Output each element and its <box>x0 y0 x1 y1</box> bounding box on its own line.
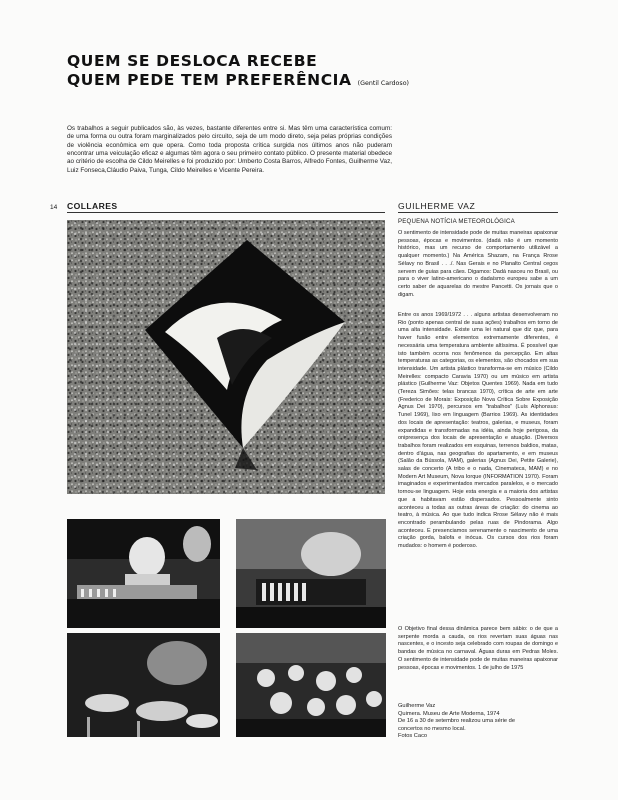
title-line-2-text: QUEM PEDE TEM PREFERÊNCIA <box>67 71 352 89</box>
concert-photo-1 <box>67 519 220 628</box>
section-heading-guilherme-vaz: GUILHERME VAZ <box>398 201 476 211</box>
caption-line-3: De 16 a 30 de setembro realizou uma série de <box>398 718 515 725</box>
concert-photo-3 <box>67 633 220 737</box>
left-heading-rule <box>67 212 385 213</box>
article-subtitle: PEQUENA NOTÍCIA METEOROLÓGICA <box>398 218 515 225</box>
page-number: 14 <box>50 204 58 211</box>
title-credit: (Gentil Cardoso) <box>357 80 409 87</box>
collares-diamond-photo <box>67 220 385 494</box>
article-paragraph-1: O sentimento de intensidade pode de muitas maneiras apaixonar pessoas, épocas e movimentos. (dadá não é um momento histórico, mas um recurso de comportamento utilizável a qualquer momento.) Na América Shazam, na França Rrose Sélavy no Brasil . . ./. Nas Gerais e no Planalto Central cegos servem de guias para cães. Digamos: Dadá nasceu no Brasil, ou para o viver latino-americano o dadaísmo europeu sabe a um certo saber de aquarelas do mestre Pancetti. Os jornais que o digam. <box>398 230 558 298</box>
title-line-2 <box>67 71 409 93</box>
page-title <box>67 52 409 93</box>
section-heading-collares: COLLARES <box>67 201 118 211</box>
caption-line-2: Quimera. Museu de Arte Moderna, 1974 <box>398 710 500 717</box>
article-paragraph-3: O Objetivo final dessa dinâmica parece bem sábio: o de que a serpente morda a cauda, os rios revertam suas águas nas nascentes, e o incesto seja celebrado com roupas de domingo e bandas de música no carnaval. Águas duras em Pedras Moles. O sentimento de intensidade pode de muitas maneiras apaixonar pessoas, épocas e movimentos. 1 de julho de 1975 <box>398 626 558 671</box>
intro-paragraph: Os trabalhos a seguir publicados são, às vezes, bastante diferentes entre si. Mas têm uma característica comum: de uma forma ou outra foram marginalizados pelo circuito, seja de um modo direto, seja pelas próprias condições de violência econômica em que opera. Como toda proposta crítica surgida nos últimos anos não puderam encontrar uma veiculação eficaz e algumas têm agora o seu primeiro contato público. O presente material obedece ao critério de escolha de Cildo Meirelles e foi produzido por: Umberto Costa Barros, Alfredo Fontes, Guilherme Vaz, Luiz Fonseca,Cláudio Paiva, Tunga, Cildo Meirelles e Vicente Pereira. <box>67 125 392 174</box>
caption-line-4: concertos no mesmo local. <box>398 725 466 732</box>
article-paragraph-2: Entre os anos 1969/1972 . . . alguns artistas desenvolveram no Rio (ponto apenas central de suas ações) trabalhos em torno de uma alta intensidade. Existe uma lei natural que diz que, para haver fusão entre elementos extremamente diferentes, é necessária uma temperatura ambiente altíssima. É possível que isto também ocorra nos fenômenos da percepção. Em altas temperaturas as categorias, os elementos, são chocados em sua intensidade. Um artista plástico transforma-se em músico (Cildo Meirelles: compacto Caravia 1970) ou um músico em artista plástico (Guilherme Vaz: Objetos Quentes 1969). Nada em tudo (Tereza Simões: telas brancas 1970), crítica de arte em arte (Frederico de Morais: Exposição Nova Crítica Sobre Exposição Agnus Dei 1970), percursos em "trabalhos" (Luís Alphonsus: Tunel 1969), lixo em linguagem (Barrios 1969). As identidades dos locais de apresentação: teatros, galerias, e museus, foram expandidas e transformadas na idéia, ainda hoje perigosa, da onipresença dos locais de apresentação e atuação. (Diversos trabalhos foram realizados em esquinas, terrenos baldios, matas, dentro d'água, nas geografias do apartamento, e em museus (Salão da Bússola, MAM), galerias (Agnus Dei, Petite Galerie), salas de concerto (A tribo e o nada, Cinemateca, MAM) e no Modern Art Museum, Nova Iorque (INFORMATION 1970). Foram imaginados e experimentados mercados paralelos, e o mercado tornou-se linguagem. Hoje esta energia e a maioria dos artistas que a habitavam estão dispersados. Pessoalmente sinto aconteceu a todas as outras áreas de criação: do cinema ao teatro, à música. Ao que tudo indica Rrose Sélavy não é mais encontrado perambulando pelas ruas de Pindorama. Algo aconteceu. E presenciamos serenamente o nascimento de uma criação gorda, balofa e inócua. Os cursos dos rios foram mudados: o homem é poderoso. <box>398 312 558 550</box>
right-heading-rule <box>398 212 558 213</box>
concert-photo-4 <box>236 633 386 737</box>
photo-caption <box>398 703 558 741</box>
caption-line-5: Fotos Caco <box>398 733 428 740</box>
title-line-1: QUEM SE DESLOCA RECEBE <box>67 52 318 70</box>
concert-photo-2 <box>236 519 386 628</box>
caption-line-1: Guilherme Vaz <box>398 703 436 709</box>
